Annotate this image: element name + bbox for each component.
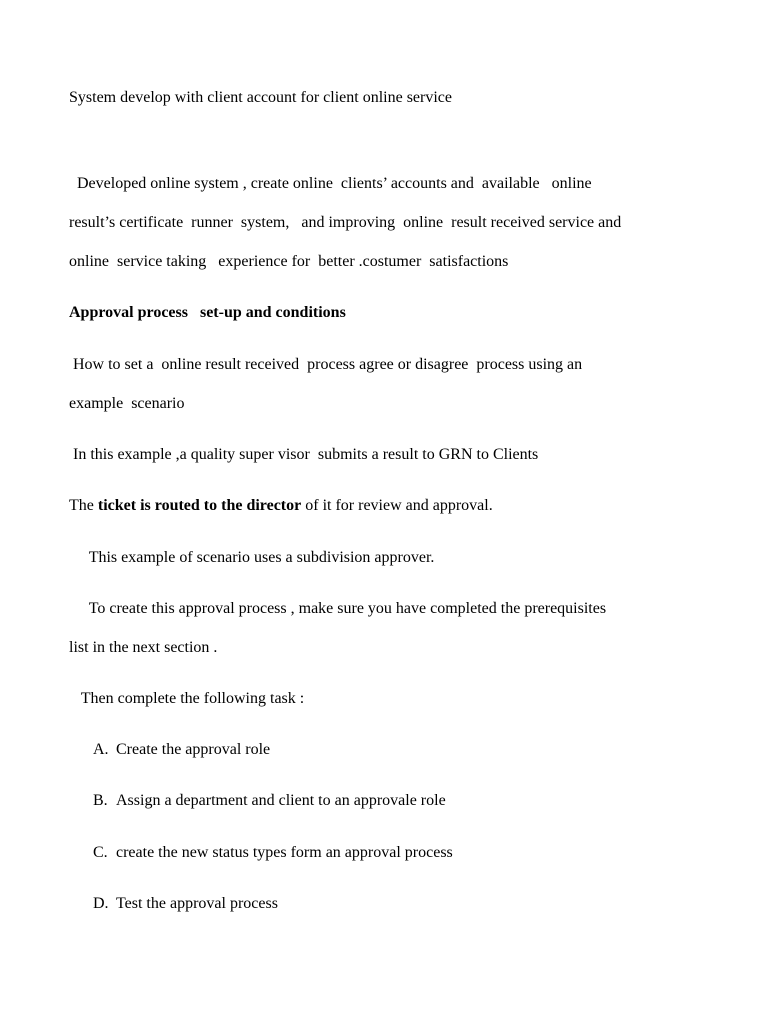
ticket-prefix: The	[69, 497, 98, 514]
list-item	[93, 843, 453, 863]
document-title: System develop with client account for client online service	[69, 89, 452, 106]
list-item-text: Create the approval role	[116, 741, 271, 758]
list-item-text: Assign a department and client to an approvale role	[116, 792, 446, 809]
intro-line-1: Developed online system , create online clients’ accounts and available online	[69, 175, 592, 192]
list-item-text: Test the approval process	[116, 895, 278, 912]
howto-line-2: example scenario	[69, 395, 185, 412]
section-heading: Approval process set-up and conditions	[69, 304, 346, 321]
ticket-line	[69, 496, 493, 516]
ticket-suffix: of it for review and approval.	[301, 497, 493, 514]
scenario-line: This example of scenario uses a subdivision approver.	[69, 549, 435, 566]
list-marker: C.	[93, 844, 108, 861]
list-item	[93, 740, 270, 760]
howto-line-1: How to set a online result received process agree or disagree process using an	[69, 356, 583, 373]
then-line: Then complete the following task :	[69, 690, 305, 707]
intro-line-2: result’s certificate runner system, and improving online result received service and	[69, 214, 622, 231]
ticket-bold-phrase: ticket is routed to the director	[97, 497, 302, 514]
create-line-1: To create this approval process , make sure you have completed the prerequisites	[69, 600, 607, 617]
list-item	[93, 791, 446, 811]
intro-line-3: online service taking experience for better .costumer satisfactions	[69, 253, 509, 270]
list-marker: B.	[93, 792, 108, 809]
list-marker: D.	[93, 895, 109, 912]
list-item	[93, 894, 278, 914]
list-item-text: create the new status types form an approval process	[116, 844, 453, 861]
create-line-2: list in the next section .	[69, 639, 218, 656]
example-line: In this example ,a quality super visor submits a result to GRN to Clients	[69, 446, 539, 463]
list-marker: A.	[93, 741, 109, 758]
